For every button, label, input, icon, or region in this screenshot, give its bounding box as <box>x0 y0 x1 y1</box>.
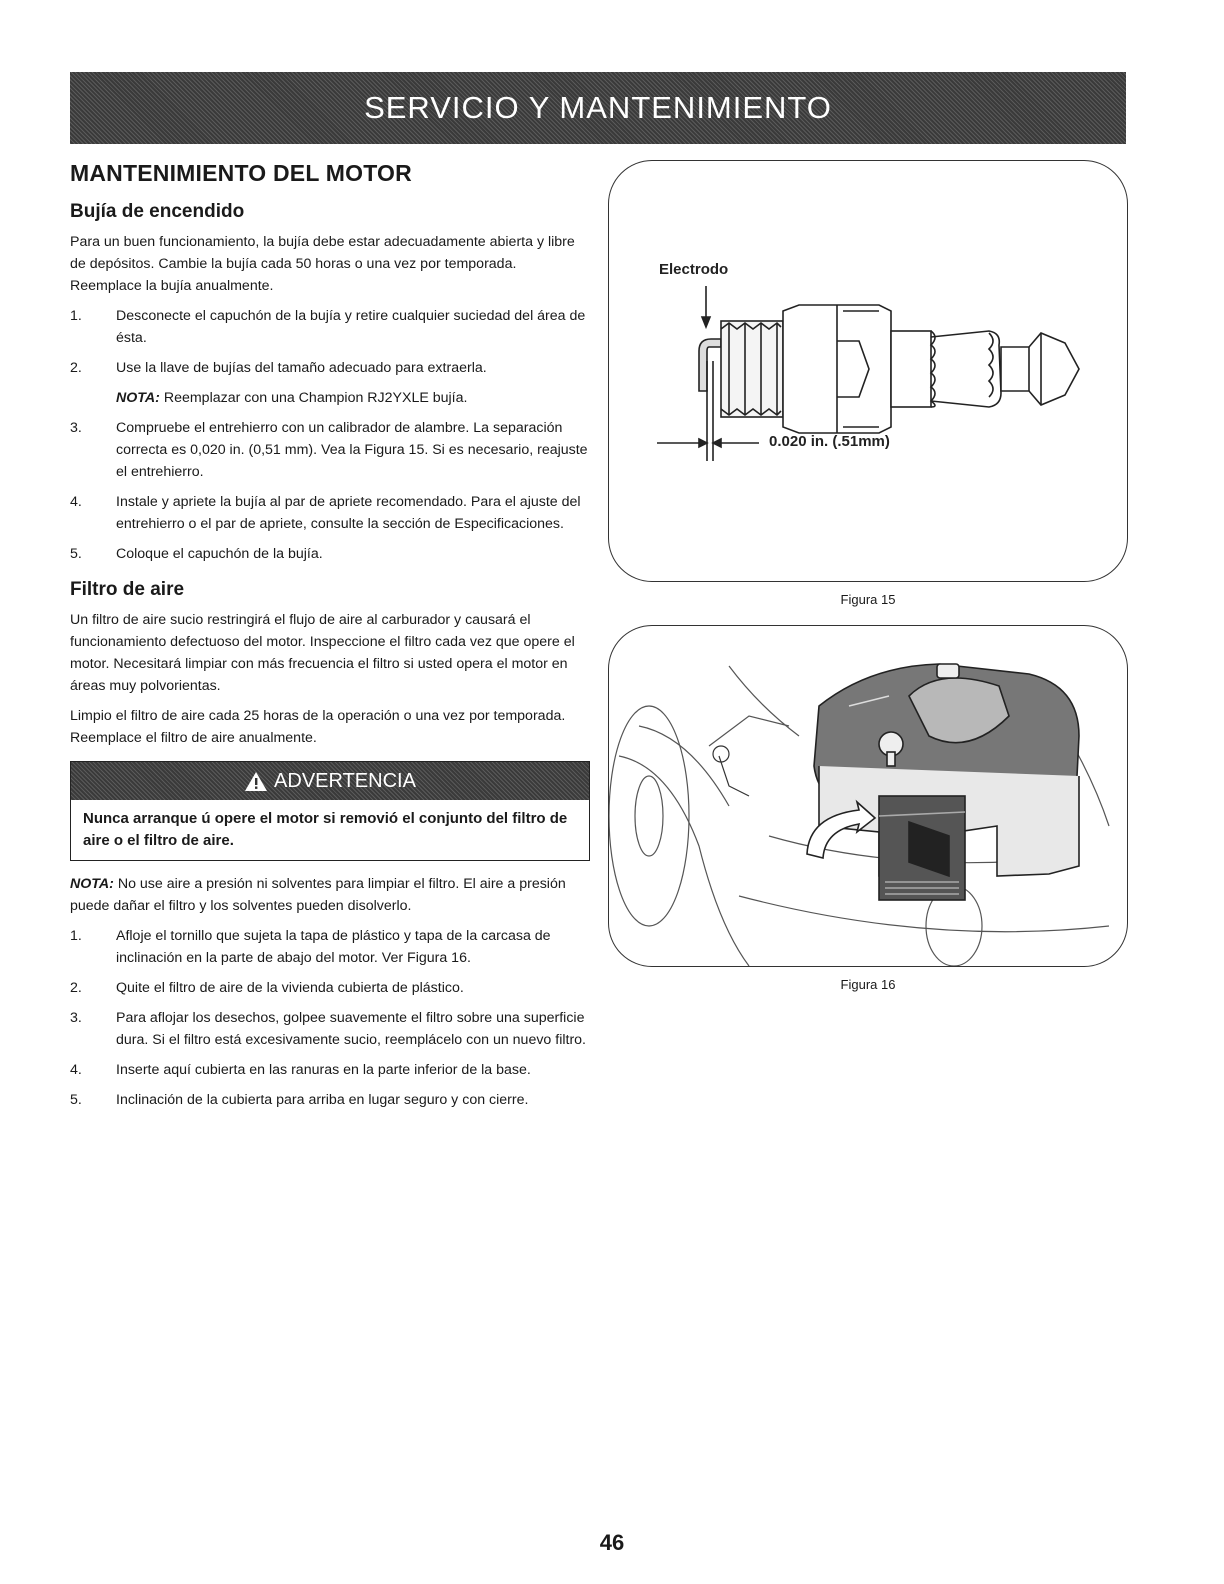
warning-triangle-icon <box>244 771 268 792</box>
list-item: 1. Desconecte el capuchón de la bujía y retire cualquier suciedad del área de ésta. <box>70 308 586 346</box>
gap-label: 0.020 in. (.51mm) <box>769 433 890 450</box>
banner-title: SERVICIO Y MANTENIMIENTO <box>364 90 832 125</box>
list-item: 2. Use la llave de bujías del tamaño adecuado para extraerla. <box>70 360 487 376</box>
air-filter-title: Filtro de aire <box>70 579 185 600</box>
right-column <box>608 160 1128 992</box>
warning-box <box>70 761 590 861</box>
figure-15 <box>608 160 1128 582</box>
air-filter-illustration <box>609 626 1128 966</box>
section-title: MANTENIMIENTO DEL MOTOR <box>70 160 412 186</box>
list-item: 4. Instale y apriete la bujía al par de apriete recomendado. Para el ajuste del entrehierro o el par de apriete, consulte la sección de Especificaciones. <box>70 494 581 532</box>
air-filter-note: NOTA: No use aire a presión ni solventes para limpiar el filtro. El aire a presión puede dañar el filtro y los solventes pueden disolverlo. <box>70 876 566 914</box>
warning-title: ADVERTENCIA <box>274 769 416 792</box>
list-item: 3. Compruebe el entrehierro con un calibrador de alambre. La separación correcta es 0,020 in. (0,51 mm). Vea la Figura 15. Si es necesario, reajuste el entrehierro. <box>70 420 588 480</box>
electrode-label: Electrodo <box>659 261 729 278</box>
figure-15-caption: Figura 15 <box>840 592 896 607</box>
list-item: 2. Quite el filtro de aire de la vivienda cubierta de plástico. <box>70 980 464 996</box>
air-steps-list <box>70 925 590 1111</box>
figure-16 <box>608 625 1128 967</box>
spark-steps-list-2 <box>70 417 590 565</box>
list-item: 4. Inserte aquí cubierta en las ranuras en la parte inferior de la base. <box>70 1062 531 1078</box>
air-filter-p1: Un filtro de aire sucio restringirá el flujo de aire al carburador y causará el funcionamiento defectuoso del motor. Inspeccione el filtro cada vez que opere el motor. Necesitará limpiar con más frecuencia el filtro si usted opera el motor en áreas muy polvorientas. <box>70 612 575 694</box>
spark-plug-title: Bujía de encendido <box>70 201 245 222</box>
list-item: 5. Inclinación de la cubierta para arriba en lugar seguro y con cierre. <box>70 1092 529 1108</box>
left-column <box>70 160 590 1119</box>
spark-note: NOTA: Reemplazar con una Champion RJ2YXLE bujía. <box>116 390 468 406</box>
page-number: 46 <box>599 1530 625 1555</box>
spark-steps-list <box>70 305 590 379</box>
spark-plug-intro: Para un buen funcionamiento, la bujía debe estar adecuadamente abierta y libre de depósitos. Cambie la bujía cada 50 horas o una vez por temporada. Reemplace la bujía anualmente. <box>70 234 575 294</box>
warning-header <box>71 762 589 800</box>
list-item: 1. Afloje el tornillo que sujeta la tapa de plástico y tapa de la carcasa de inclinación en la parte de abajo del motor. Ver Figura 16. <box>70 928 551 966</box>
section-banner <box>70 72 1126 144</box>
figure-16-caption: Figura 16 <box>840 977 896 992</box>
air-filter-p2: Limpio el filtro de aire cada 25 horas de la operación o una vez por temporada. Reemplace el filtro de aire anualmente. <box>70 708 566 746</box>
warning-text: Nunca arranque ú opere el motor si removió el conjunto del filtro de aire o el filtro de aire. <box>83 810 568 849</box>
list-item: 5. Coloque el capuchón de la bujía. <box>70 546 323 562</box>
list-item: 3. Para aflojar los desechos, golpee suavemente el filtro sobre una superficie dura. Si el filtro está excesivamente sucio, reemplácelo con un nuevo filtro. <box>70 1010 587 1048</box>
spark-plug-illustration <box>609 161 1128 581</box>
